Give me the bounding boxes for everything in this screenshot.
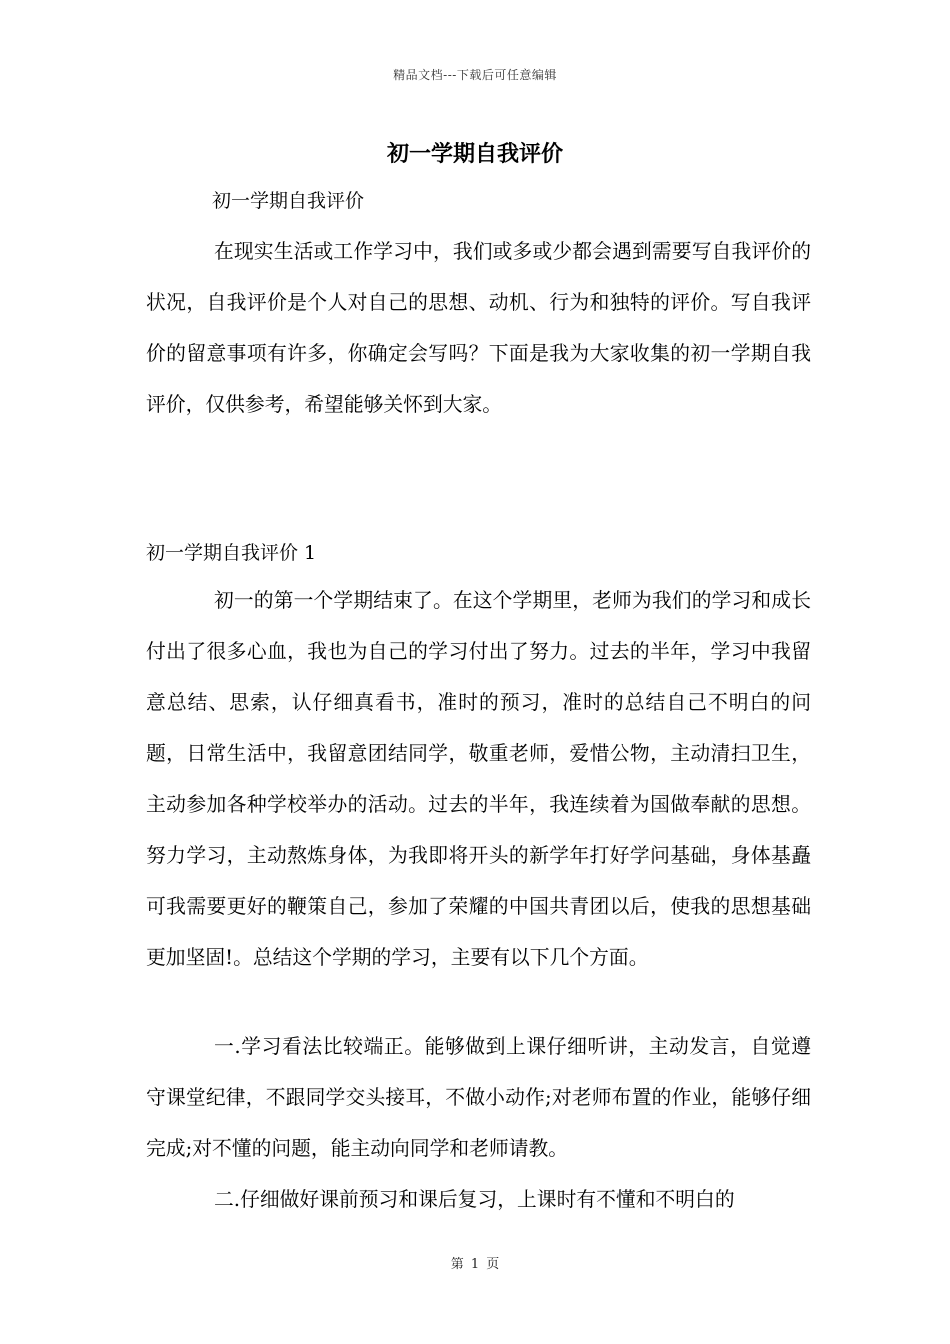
section-heading: 初一学期自我评价 1 [146,542,317,564]
page-header: 精品文档---下载后可任意编辑 [393,68,557,82]
body-paragraph-1: 初一的第一个学期结束了。在这个学期里，老师为我们的学习和成长付出了很多心血，我也为自己的学习付出了努力。过去的半年，学习中我留意总结、思索，认仔细真看书，准时的预习，准时的总结自己不明白的问题，日常生活中，我留意团结同学，敬重老师，爱惜公物，主动清扫卫生，主动参加各种学校举办的活动。过去的半年，我连续着为国做奉献的思想。努力学习，主动熬炼身体，为我即将开头的新学年打好学问基础，身体基矗可我需要更好的鞭策自己，参加了荣耀的中国共青团以后，使我的思想基础更加坚固!。总结这个学期的学习，主要有以下几个方面。 [146,589,811,969]
document-title: 初一学期自我评价 [386,141,563,167]
page-number: 第 1 页 [450,1257,500,1272]
body-paragraph-3: 二.仔细做好课前预习和课后复习，上课时有不懂和不明白的 [214,1188,735,1211]
body-paragraph-2: 一.学习看法比较端正。能够做到上课仔细听讲，主动发言，自觉遵守课堂纪律，不跟同学交头接耳，不做小动作;对老师布置的作业，能够仔细完成;对不懂的问题，能主动向同学和老师请教。 [146,1035,811,1160]
document-subtitle: 初一学期自我评价 [212,190,365,212]
intro-paragraph: 在现实生活或工作学习中，我们或多或少都会遇到需要写自我评价的状况，自我评价是个人对自己的思想、动机、行为和独特的评价。写自我评价的留意事项有许多，你确定会写吗？下面是我为大家收集的初一学期自我评价，仅供参考，希望能够关怀到大家。 [146,240,811,416]
